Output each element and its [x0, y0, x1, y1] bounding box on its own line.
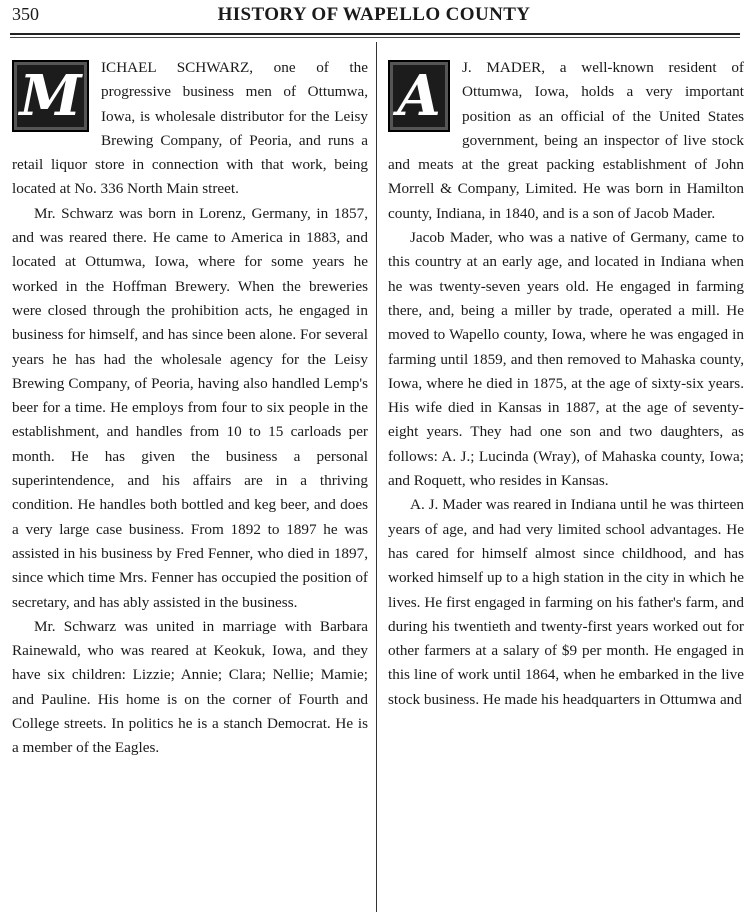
left-paragraph-3: Mr. Schwarz was united in marriage with Barbara Rainewald, who was reared at Keokuk, Iowa, and they have six children: Lizzie; Annie; Clara; Nellie; Mamie; and Pauline. His home is on the corner of Fourth and College streets. In politics he is a stanch Democrat. He is a member of the Eagles.: [12, 617, 368, 757]
running-title: HISTORY OF WAPELLO COUNTY: [217, 4, 531, 25]
dropcap-m: M: [12, 60, 89, 132]
dropcap-a: A: [388, 60, 450, 132]
right-paragraph-2: Jacob Mader, who was a native of Germany, came to this country at an early age, and located in Indiana when he was twenty-seven years old. He engaged in farming there, and, being a miller by trade, operated a mill. He moved to Wapello county, Iowa, where he was engaged in farming until 1859, and then removed to Mahaska county, Iowa, where he died in 1875, at the age of sixty-six years. His wife died in Kansas in 1887, at the age of seventy-eight years. They had one son and two daughters, as follows: A. J.; Lucinda (Wray), of Mahaska county, Iowa; and Roquett, who resides in Kansas.: [388, 229, 744, 490]
column-divider: [376, 42, 377, 912]
header-rule-thin: [10, 37, 740, 38]
right-paragraph-3: A. J. Mader was reared in Indiana until he was thirteen years of age, and had very limited school advantages. He has cared for himself almost since childhood, and has worked himself up to a high station in the city in which he lives. He first engaged in farming on his father's farm, and during his twentieth and twenty-first years worked out for other farmers at a salary of $9 per month. He engaged in this line of work until 1864, when he embarked in the live stock business. He made his headquarters in Ottumwa and: [388, 496, 744, 708]
right-lead-text: J. MADER, a well-known resident of Ottumwa, Iowa, holds a very important position as an official of the United States government, being an inspector of live stock and meats at the great packing establishment of John Morrell & Company, Limited. He was born in Hamilton county, Indiana, in 1840, and is a son of Jacob Mader.: [388, 59, 744, 222]
left-paragraph-2: Mr. Schwarz was born in Lorenz, Germany, in 1857, and was reared there. He came to America in 1883, and located at Ottumwa, Iowa, where for some years he worked in the Hoffman Brewery. When the breweries were closed through the prohibition acts, he engaged in business for himself, and has since been alone. For several years he has had the wholesale agency for the Leisy Brewing Company, of Peoria, having also handled Lemp's beer for a time. He employs from four to six people in the establishment, and handles from 10 to 15 carloads per month. He has given the business a personal superintendence, and his affairs are in a thriving condition. He handles both bottled and keg beer, and does a very large case business. From 1892 to 1897 he was assisted in his business by Fred Fenner, who died in 1897, since which time Mrs. Fenner has occupied the position of secretary, and has ably assisted in the business.: [12, 204, 368, 611]
right-column: [388, 56, 744, 712]
right-paragraph-1: [388, 56, 744, 226]
left-column: [12, 56, 368, 761]
page-header: [0, 4, 748, 28]
page-number: 350: [12, 4, 39, 24]
left-lead-text: ICHAEL SCHWARZ, one of the progressive business men of Ottumwa, Iowa, is wholesale distributor for the Leisy Brewing Company, of Peoria, and runs a retail liquor store in connection with that work, being located at No. 336 North Main street.: [12, 59, 368, 198]
header-rule: [10, 33, 740, 35]
left-paragraph-1: [12, 56, 368, 202]
